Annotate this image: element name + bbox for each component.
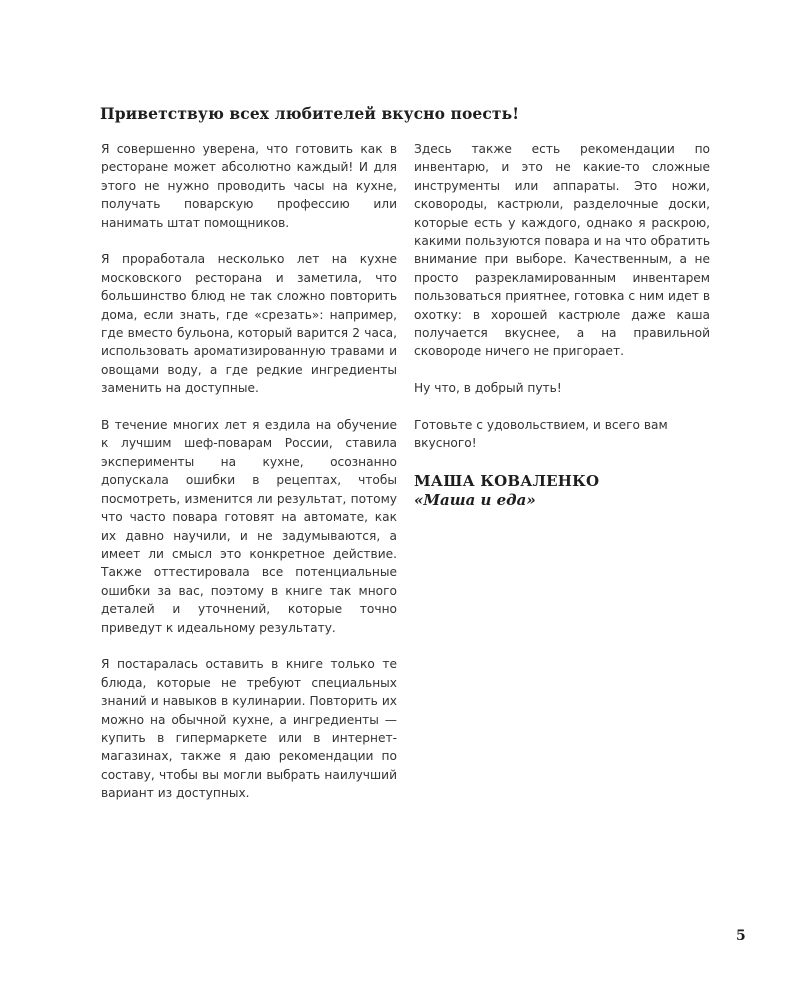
- page-number: 5: [736, 928, 746, 944]
- author-signature: [414, 471, 710, 510]
- left-paragraph-3: В течение многих лет я ездила на обучение к лучшим шеф-поварам России, ставила эксперименты на кухне, осознанно допускала ошибки в рецептах, чтобы посмотреть, изменится ли результат, потому что часто повара готовят на автомате, как их давно научили, и не задумываются, а имеет ли смысл это конкретное действие. Также оттестировала все потенциальные ошибки за вас, поэтому в книге так много деталей и уточнений, которые точно приведут к идеальному результату.: [101, 418, 397, 635]
- left-paragraph-4: Я постаралась оставить в книге только те блюда, которые не требуют специальных знаний и навыков в кулинарии. Повторить их можно на обычной кухне, а ингредиенты — купить в гипермаркете или в интернет-магазинах, также я даю рекомендации по составу, чтобы вы могли выбрать наилучший вариант из доступных.: [101, 657, 397, 801]
- right-paragraph-1: Здесь также есть рекомендации по инвентарю, и это не какие-то сложные инструменты или аппараты. Это ножи, сковороды, кастрюли, разделочные доски, которые есть у каждого, однако я раскрою, какими пользуются повара и на что обратить внимание при выборе. Качественным, а не просто разрекламированным инвентарем пользоваться приятнее, готовка с ним идет в охотку: в хорошей кастрюле даже каша получается вкуснее, а на правильной сковороде ничего не пригорает.: [414, 142, 710, 359]
- right-column: [414, 140, 710, 510]
- left-paragraph-1: Я совершенно уверена, что готовить как в ресторане может абсолютно каждый! И для этого не нужно проводить часы на кухне, получать поварскую профессию или нанимать штат помощников.: [101, 142, 397, 230]
- author-brand: «Маша и еда»: [414, 491, 536, 510]
- right-paragraph-2: Ну что, в добрый путь!: [414, 381, 562, 396]
- page-heading: Приветствую всех любителей вкусно поесть!: [100, 104, 520, 123]
- left-column: [101, 140, 397, 821]
- right-paragraph-3: Готовьте с удовольствием, и всего вам вкусного!: [414, 418, 668, 451]
- left-paragraph-2: Я проработала несколько лет на кухне московского ресторана и заметила, что большинство блюд не так сложно повторить дома, если знать, где «срезать»: например, где вместо бульона, который варится 2 часа, использовать ароматизированную травами и овощами воду, а где редкие ингредиенты заменить на доступные.: [101, 252, 397, 396]
- author-name: МАША КОВАЛЕНКО: [414, 472, 600, 491]
